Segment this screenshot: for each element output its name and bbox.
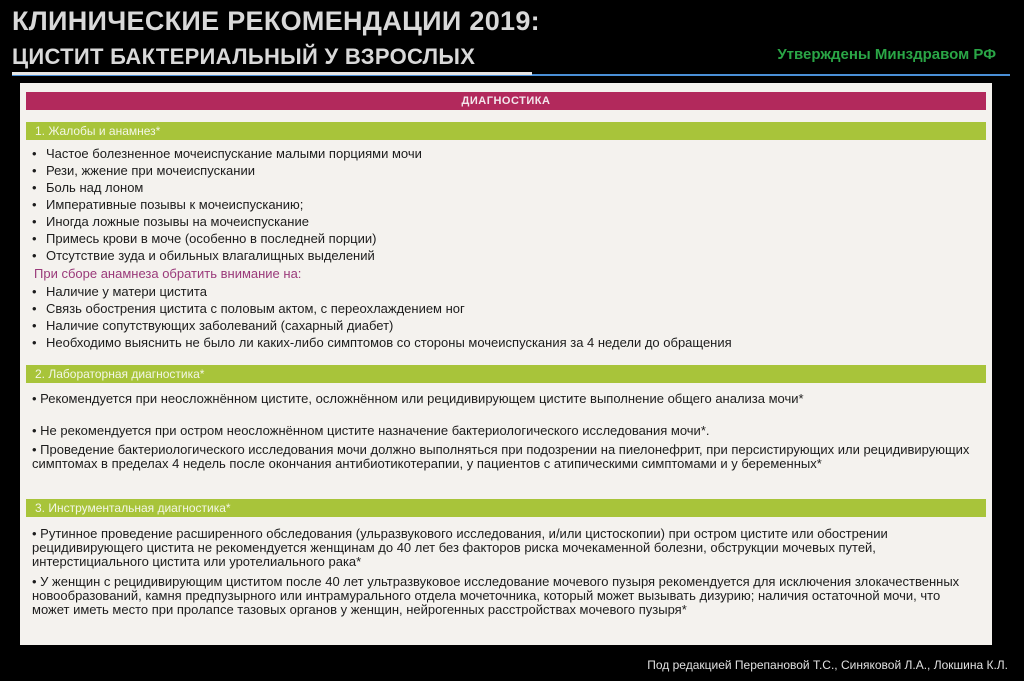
list-item: • Связь обострения цистита с половым актом, с переохлаждением ног xyxy=(32,301,465,316)
list-item: • Отсутствие зуда и обильных влагалищных выделений xyxy=(32,248,375,263)
instrumental-item: • У женщин с рецидивирующим циститом после 40 лет ультразвуковое исследование мочевого пузыря рекомендуется для исключения злокачественных новообразований, камня предпузырного или интрамурального отдела мочеточника, который может вызывать дизурию; наличия остаточной мочи, что может иметь место при пролапсе тазовых органов у женщин, нейрогенных расстройствах мочевого пузыря* xyxy=(32,574,960,617)
section-instrumental-title: 3. Инструментальная диагностика* xyxy=(26,499,986,517)
list-item: • Необходимо выяснить не было ли каких-либо симптомов со стороны мочеиспускания за 4 недели до обращения xyxy=(32,335,732,350)
list-item: • Наличие у матери цистита xyxy=(32,284,207,299)
anamnesis-hint: При сборе анамнеза обратить внимание на: xyxy=(34,266,302,281)
lab-item: • Рекомендуется при неосложнённом цистите, осложнённом или рецидивирующем цистите выполнение общего анализа мочи* xyxy=(32,391,804,406)
editors-credit: Под редакцией Перепановой Т.С., Синяковой Л.А., Локшина К.Л. xyxy=(647,658,1008,672)
list-item: • Боль над лоном xyxy=(32,180,144,195)
section-lab-title: 2. Лабораторная диагностика* xyxy=(26,365,986,383)
title-divider xyxy=(12,74,1010,76)
page-title-line2: ЦИСТИТ БАКТЕРИАЛЬНЫЙ У ВЗРОСЛЫХ xyxy=(12,44,476,69)
section-complaints-title: 1. Жалобы и анамнез* xyxy=(26,122,986,140)
approval-note: Утверждены Минздравом РФ xyxy=(777,46,996,63)
guideline-panel xyxy=(20,83,992,645)
lab-item: • Не рекомендуется при остром неосложнённом цистите назначение бактериологического исследования мочи*. xyxy=(32,423,710,438)
list-item: • Императивные позывы к мочеиспусканию; xyxy=(32,197,304,212)
page-title-line1: КЛИНИЧЕСКИЕ РЕКОМЕНДАЦИИ 2019: xyxy=(12,6,540,36)
list-item: • Иногда ложные позывы на мочеиспускание xyxy=(32,214,309,229)
list-item: • Рези, жжение при мочеиспускании xyxy=(32,163,255,178)
list-item: • Примесь крови в моче (особенно в последней порции) xyxy=(32,231,377,246)
list-item: • Наличие сопутствующих заболеваний (сахарный диабет) xyxy=(32,318,394,333)
lab-item: • Проведение бактериологического исследования мочи должно выполняться при подозрении на пиелонефрит, при персистирующих или рецидивирующих симптомах в пределах 4 недель после окончания антибиотикотерапии, у пациентов с атипическими симптомами и у беременных* xyxy=(32,442,970,471)
list-item: • Частое болезненное мочеиспускание малыми порциями мочи xyxy=(32,146,422,161)
diagnostics-header: ДИАГНОСТИКА xyxy=(26,92,986,110)
instrumental-item: • Рутинное проведение расширенного обследования (ульразвукового исследования, и/или цистоскопии) при остром цистите или обострении рецидивирующего цистита не рекомендуется женщинам до 40 лет без факторов риска мочекаменной болезни, обструкции мочевых путей, интерстициального цистита или уротелиального рака* xyxy=(32,526,888,569)
